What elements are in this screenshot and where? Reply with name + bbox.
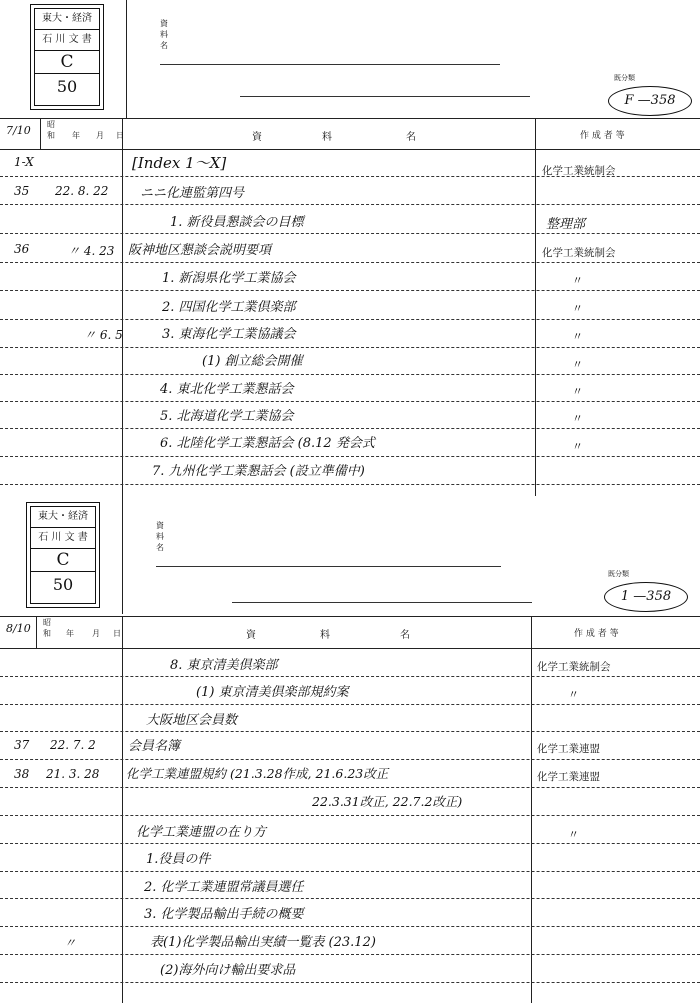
title-header-2: 料 bbox=[320, 630, 330, 641]
author-header: 作 成 者 等 bbox=[580, 131, 625, 141]
era-label-bottom: 和 bbox=[47, 131, 55, 140]
material-name-label: 資 料 名 bbox=[156, 521, 164, 552]
class-number-oval: F —358 bbox=[608, 86, 692, 116]
archive-stamp bbox=[26, 502, 100, 608]
archive-stamp bbox=[30, 4, 104, 110]
class-label: 既分類 bbox=[608, 570, 629, 578]
stamp-letter: C bbox=[35, 51, 99, 74]
title-header-1: 資 bbox=[246, 630, 256, 641]
stamp-letter: C bbox=[31, 549, 95, 572]
stamp-line-2: 石 川 文 書 bbox=[35, 30, 99, 51]
year-label: 年 bbox=[66, 629, 74, 638]
stamp-number: 50 bbox=[52, 575, 74, 594]
day-label: 日 bbox=[113, 629, 121, 638]
era-label-top: 昭 bbox=[43, 618, 51, 627]
title-header-3: 名 bbox=[400, 630, 410, 641]
handwritten-date: 7/10 bbox=[6, 124, 31, 137]
material-name-label: 資 料 名 bbox=[160, 19, 168, 50]
handwritten-date: 8/10 bbox=[6, 622, 31, 635]
era-label-bottom: 和 bbox=[43, 629, 51, 638]
month-label: 月 bbox=[96, 131, 104, 140]
month-label: 月 bbox=[92, 629, 100, 638]
class-number-oval: 1 —358 bbox=[604, 582, 688, 612]
title-header-1: 資 bbox=[252, 132, 262, 143]
title-header-3: 名 bbox=[406, 132, 416, 143]
class-label: 既分類 bbox=[614, 74, 635, 82]
era-label-top: 昭 bbox=[47, 120, 55, 129]
stamp-line-1: 東大・経済 bbox=[31, 507, 95, 528]
day-label: 日 bbox=[116, 131, 124, 140]
stamp-line-1: 東大・経済 bbox=[35, 9, 99, 30]
year-label: 年 bbox=[72, 131, 80, 140]
author-header: 作 成 者 等 bbox=[574, 629, 619, 639]
stamp-line-2: 石 川 文 書 bbox=[31, 528, 95, 549]
stamp-number: 50 bbox=[56, 77, 78, 96]
title-header-2: 料 bbox=[322, 132, 332, 143]
